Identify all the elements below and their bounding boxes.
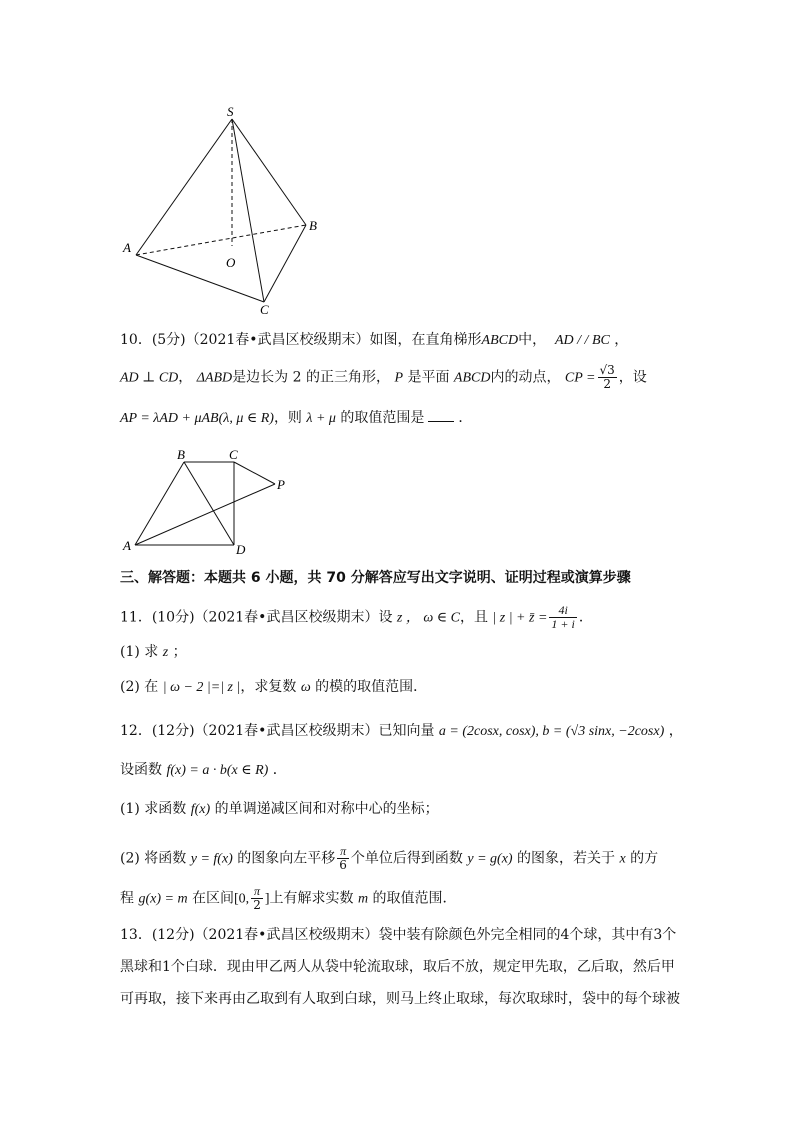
q12-line-1: 12．(12分)（2021春•武昌区校级期末）已知向量 a = (2cosx, cosx), b = (√3 sinx, −2cosx) ，	[120, 723, 683, 739]
q11-fraction: $\frac{4i}{1 + i}$	[551, 603, 575, 631]
q13-line-3: 可再取，接下来再由乙取到有人取到白球，则马上终止取球，每次取球时，袋中的每个球被	[120, 991, 680, 1007]
q12-part-1: (1) 求函数 f(x) 的单调递减区间和对称中心的坐标；	[120, 801, 439, 817]
section-title: 三、解答题：本题共 6 小题，共 70 分解答应写出文字说明、证明过程或演算步骤	[120, 570, 631, 586]
label-d2: D	[236, 542, 246, 557]
edge-bc	[264, 225, 306, 302]
q12-part-2: (2) 将函数 y = f(x) 的图象向左平移 $\frac{\pi}{6}$ 个单位后得到函数 y = g(x) 的图象，若关于 x 的方	[120, 844, 659, 872]
q10-line-3: AP = λAD + μAB(λ, μ ∈ R)，则 λ + μ 的取值范围是 ．	[120, 410, 473, 426]
q12-line-4: 程 g(x) = m 在区间[0, $\frac{\pi}{2}$ ]上有解求实数 m 的取值范围．	[120, 884, 457, 912]
edge-sb	[232, 119, 306, 225]
answer-blank[interactable]	[428, 409, 454, 422]
label-o: O	[226, 255, 236, 270]
side-ab	[135, 462, 184, 545]
edge-ac	[136, 255, 264, 302]
q11-line-1: 11．(10分)（2021春•武昌区校级期末）设 z ， ω ∈ C，且 | z | + z̄ = $\frac{4i}{1 + i}$ ．	[120, 603, 593, 631]
q10-fraction: $\frac{√3}{2}$	[599, 363, 615, 391]
label-p2: P	[277, 477, 285, 492]
label-c2: C	[229, 447, 238, 462]
q12-frac-pi6: $\frac{\pi}{6}$	[339, 844, 347, 872]
edge-ab-hidden	[136, 225, 306, 255]
label-b: B	[309, 218, 317, 233]
tetrahedron-figure	[110, 100, 330, 320]
q11-part-2: (2) 在 | ω − 2 |=| z |，求复数 ω 的模的取值范围．	[120, 679, 428, 695]
q12-frac-pi2: $\frac{\pi}{2}$	[253, 884, 261, 912]
label-a2: A	[123, 538, 131, 553]
q13-line-1: 13．(12分)（2021春•武昌区校级期末）袋中装有除颜色外完全相同的4个球，其中有3个	[120, 927, 677, 943]
q10-line-2: AD ⊥ CD， ΔABD是边长为 2 的正三角形， P 是平面 ABCD内的动点， CP = $\frac{√3}{2}$ ，设	[120, 363, 647, 391]
q12-line-2: 设函数 f(x) = a · b(x ∈ R) ．	[120, 762, 287, 778]
label-s: S	[227, 104, 234, 119]
label-a: A	[123, 240, 131, 255]
edge-sc	[232, 119, 264, 302]
trapezoid-figure	[115, 445, 305, 560]
seg-cp	[234, 462, 275, 484]
q11-part-1: (1) 求 z ；	[120, 644, 187, 660]
edge-sa	[136, 119, 232, 255]
diag-bd	[184, 462, 234, 545]
q10-line-1: 10．(5分)（2021春•武昌区校级期末）如图，在直角梯形ABCD中， AD / / BC ，	[120, 332, 629, 348]
label-c: C	[260, 302, 269, 317]
seg-ap	[135, 484, 275, 545]
label-b2: B	[177, 447, 185, 462]
q13-line-2: 黑球和1个白球．现由甲乙两人从袋中轮流取球，取后不放，规定甲先取，乙后取，然后甲	[120, 959, 675, 975]
